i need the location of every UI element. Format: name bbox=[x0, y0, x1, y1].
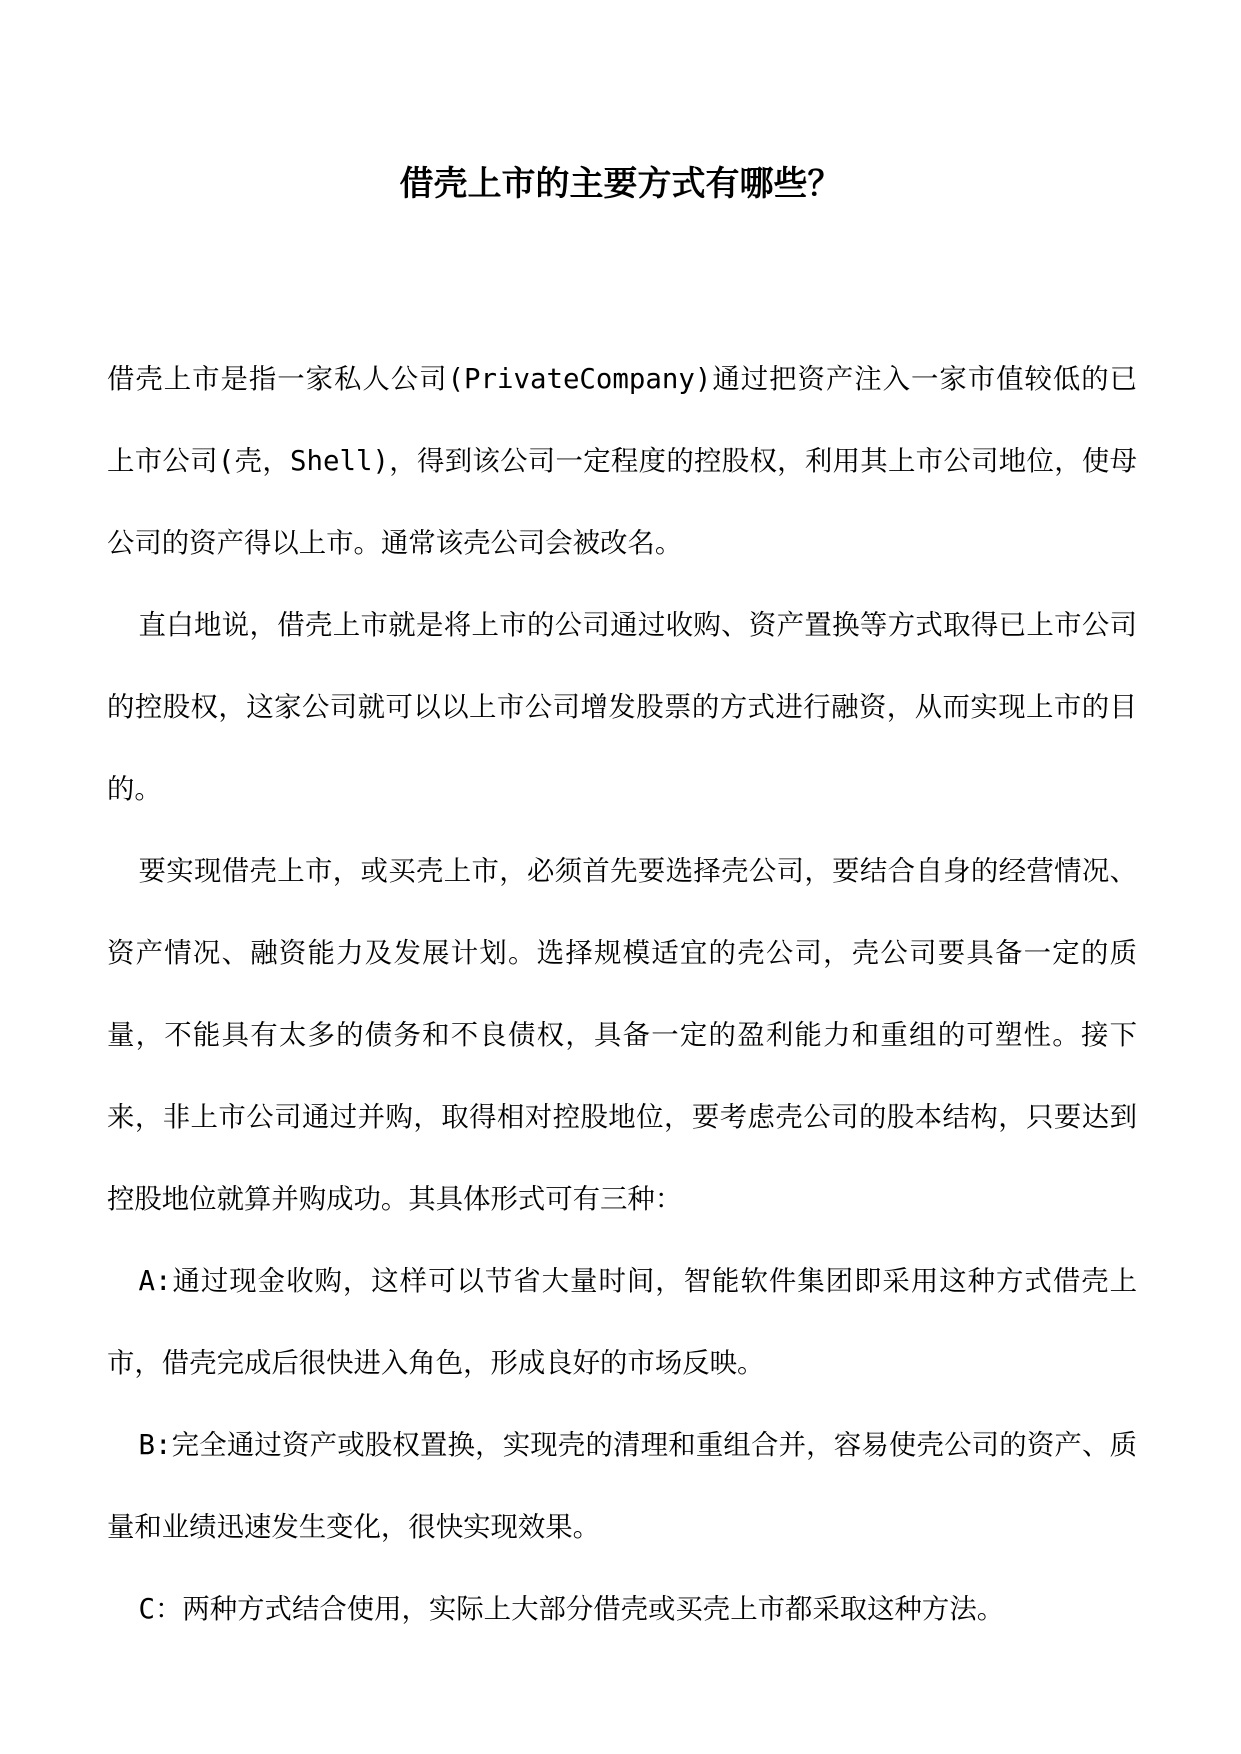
document-body bbox=[107, 339, 1137, 1651]
paragraph-method-a: A:通过现金收购，这样可以节省大量时间，智能软件集团即采用这种方式借壳上市，借壳完成后很快进入角色，形成良好的市场反映。 bbox=[107, 1266, 1137, 1379]
paragraph-method-c: C：两种方式结合使用，实际上大部分借壳或买壳上市都采取这种方法。 bbox=[138, 1594, 1005, 1625]
paragraph-method-b: B:完全通过资产或股权置换，实现壳的清理和重组合并，容易使壳公司的资产、质量和业绩迅速发生变化，很快实现效果。 bbox=[107, 1430, 1137, 1543]
paragraph-definition: 借壳上市是指一家私人公司(PrivateCompany)通过把资产注入一家市值较低的已上市公司(壳，Shell)，得到该公司一定程度的控股权，利用其上市公司地位，使母公司的资产得以上市。通常该壳公司会被改名。 bbox=[107, 364, 1137, 559]
document-title: 借壳上市的主要方式有哪些？ bbox=[399, 164, 842, 204]
paragraph-plain-explanation: 直白地说，借壳上市就是将上市的公司通过收购、资产置换等方式取得已上市公司的控股权，这家公司就可以以上市公司增发股票的方式进行融资，从而实现上市的目的。 bbox=[107, 610, 1137, 805]
paragraph-requirements: 要实现借壳上市，或买壳上市，必须首先要选择壳公司，要结合自身的经营情况、资产情况、融资能力及发展计划。选择规模适宜的壳公司，壳公司要具备一定的质量，不能具有太多的债务和不良债权，具备一定的盈利能力和重组的可塑性。接下来，非上市公司通过并购，取得相对控股地位，要考虑壳公司的股本结构，只要达到控股地位就算并购成功。其具体形式可有三种： bbox=[107, 856, 1137, 1215]
